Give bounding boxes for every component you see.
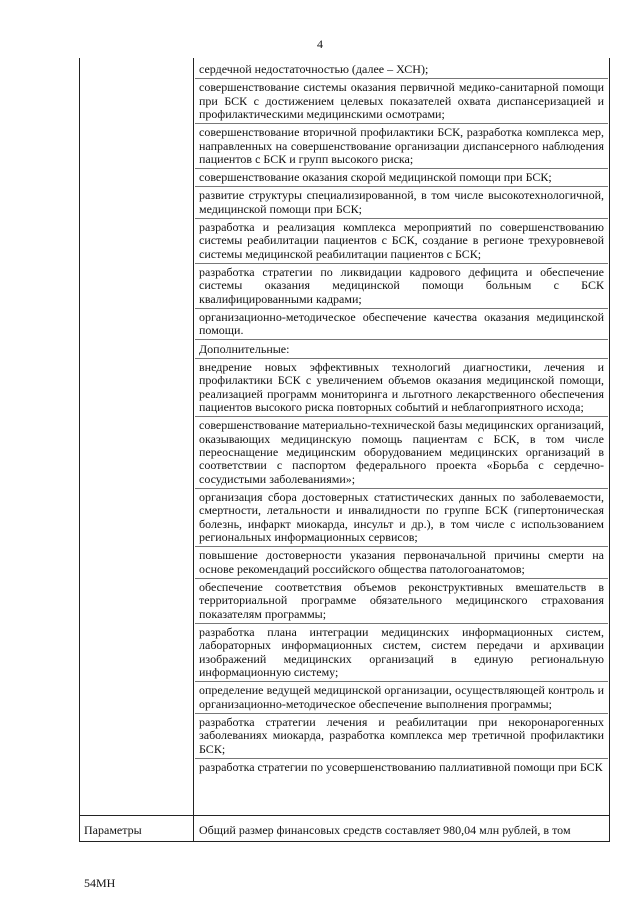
table-row-divider [79,815,610,816]
additional-item: внедрение новых эффективных технологий диагностики, лечения и профилактики БСК с увеличением объемов оказания медицинской помощи, реализацией программ мониторинга и льготного лекарственного обеспечения пациентов высокого риска повторных событий и неблагоприятного исхода; [199,359,604,414]
item-divider [195,546,608,547]
item-divider [195,218,608,219]
item-divider [195,123,608,124]
footer-code: 54МН [84,876,116,890]
table-content-cell [199,63,604,776]
item-divider [195,488,608,489]
additional-item: разработка стратегии по усовершенствованию паллиативной помощи при БСК [199,759,603,774]
additional-heading: Дополнительные: [199,341,290,356]
additional-item: совершенствование материально-технической базы медицинских организаций, оказывающих медицинскую помощь пациентам с БСК, в том числе переоснащение медицинским оборудованием медицинских организаций в соответствии с паспортом федерального проекта «Борьба с сердечно-сосудистыми заболеваниями»; [199,418,604,486]
item-divider [195,358,608,359]
additional-item: повышение достоверности указания первоначальной причины смерти на основе рекомендаций российского общества патологоанатомов; [199,548,604,576]
list-item: совершенствование вторичной профилактики БСК, разработка комплекса мер, направленных на совершенствование организации диспансерного наблюдения пациентов с БСК и групп высокого риска; [199,125,604,166]
item-divider [195,681,608,682]
list-item: развитие структуры специализированной, в том числе высокотехнологичной, медицинской помощи при БСК; [199,188,604,216]
item-divider [195,758,608,759]
item-divider [195,263,608,264]
additional-item: определение ведущей медицинской организации, осуществляющей контроль и организационно-методическое обеспечение выполнения программы; [199,683,604,711]
item-divider [195,713,608,714]
list-item: разработка и реализация комплекса мероприятий по совершенствованию системы реабилитации пациентов с БСК, создание в регионе трехуровневой системы медицинской реабилитации пациентов с БСК; [199,219,604,261]
additional-item: разработка плана интеграции медицинских информационных систем, лабораторных информационных систем, систем передачи и архивации изображений медицинских организаций в единую региональную информационную систему; [199,624,604,680]
item-divider [195,623,608,624]
item-divider [195,416,608,417]
parameters-text: Общий размер финансовых средств составляет 980,04 млн рублей, в том [199,823,571,837]
item-divider [195,578,608,579]
list-item: организационно-методическое обеспечение качества оказания медицинской помощи. [199,309,604,338]
item-divider [195,168,608,169]
additional-item: разработка стратегии лечения и реабилитации при некоронарогенных заболеваниях миокарда, разработка комплекса мер третичной профилактики БСК; [199,714,604,756]
list-item: совершенствование оказания скорой медицинской помощи при БСК; [199,170,552,185]
item-divider [195,308,608,309]
additional-item: организация сбора достоверных статистических данных по заболеваемости, смертности, летальности и инвалидности по группе БСК (гипертоническая болезнь, инфаркт миокарда, инсульт и др.), в том числе с использованием региональных информационных сервисов; [199,489,604,545]
item-divider [195,339,608,340]
item-divider [195,78,608,79]
item-divider [195,186,608,187]
list-item: разработка стратегии по ликвидации кадрового дефицита и обеспечение системы оказания медицинской помощи больным с БСК квалифицированными кадрами; [199,264,604,306]
list-item: совершенствование системы оказания первичной медико-санитарной помощи при БСК с достижением целевых показателей охвата диспансеризацией и профилактическими медицинскими осмотрами; [199,80,604,121]
table-column-divider [193,58,194,842]
list-item: сердечной недостаточностью (далее – ХСН); [199,62,429,76]
page-number: 4 [317,37,323,51]
additional-item: обеспечение соответствия объемов реконструктивных вмешательств в территориальной программе обязательного медицинского страхования показателям программы; [199,579,604,621]
parameters-label: Параметры [84,823,142,837]
